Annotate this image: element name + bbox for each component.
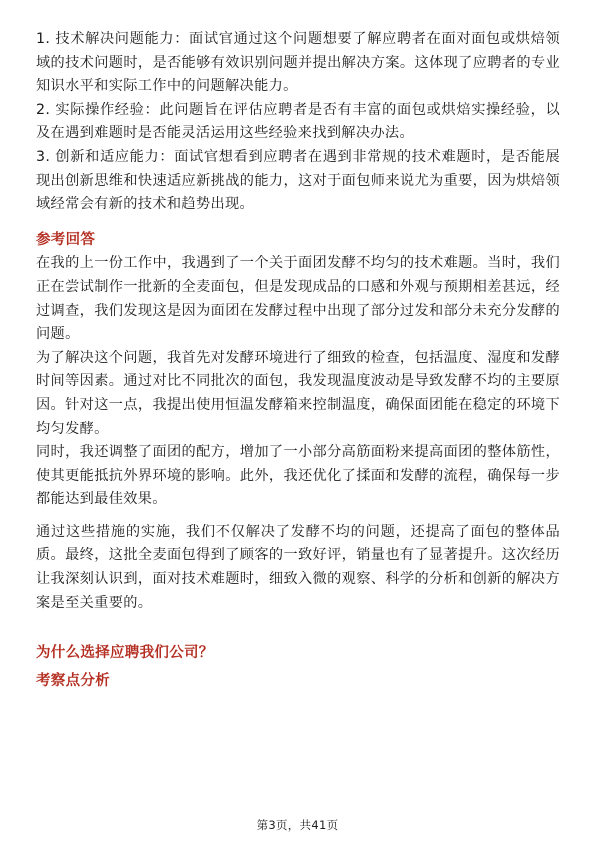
- page-number: 第3页，共41页: [256, 818, 339, 832]
- question-title: 为什么选择应聘我们公司？: [36, 645, 214, 662]
- answer-paragraph-1: 在我的上一份工作中，我遇到了一个关于面团发酵不均匀的技术难题。当时，我们正在尝试制作一批新的全麦面包，但是发现成品的口感和外观与预期相差甚远，经过调查，我们发现这是因为面团在发酵过程中出现了部分过发和部分未充分发酵的问题。: [36, 255, 560, 343]
- assessment-point-2: 2. 实际操作经验：此问题旨在评估应聘者是否有丰富的面包或烘焙实操经验，以及在遇到难题时是否能灵活运用这些经验来找到解决办法。: [36, 101, 560, 142]
- reference-answer-heading: 参考回答: [36, 231, 96, 248]
- page-content: [36, 28, 560, 693]
- answer-paragraph-2: 为了解决这个问题，我首先对发酵环境进行了细致的检查，包括温度、湿度和发酵时间等因素。通过对比不同批次的面包，我发现温度波动是导致发酵不均的主要原因。针对这一点，我提出使用恒温发酵箱来控制温度，确保面团能在稳定的环境下均匀发酵。: [36, 349, 560, 437]
- assessment-point-1: 1. 技术解决问题能力：面试官通过这个问题想要了解应聘者在面对面包或烘焙领域的技术问题时，是否能够有效识别问题并提出解决方案。这体现了应聘者的专业知识水平和实际工作中的问题解决能力。: [36, 31, 560, 95]
- answer-paragraph-3: 同时，我还调整了面团的配方，增加了一小部分高筋面粉来提高面团的整体筋性，使其更能抵抗外界环境的影响。此外，我还优化了揉面和发酵的流程，确保每一步都能达到最佳效果。: [36, 444, 560, 508]
- assessment-point-3: 3. 创新和适应能力：面试官想看到应聘者在遇到非常规的技术难题时，是否能展现出创新思维和快速适应新挑战的能力，这对于面包师来说尤为重要，因为烘焙领域经常会有新的技术和趋势出现。: [36, 148, 560, 213]
- answer-paragraph-4: 通过这些措施的实施，我们不仅解决了发酵不均的问题，还提高了面包的整体品质。最终，这批全麦面包得到了顾客的一致好评，销量也有了显著提升。这次经历让我深刻认识到，面对技术难题时，细致入微的观察、科学的分析和创新的解决方案是至关重要的。: [36, 523, 560, 611]
- analysis-heading: 考察点分析: [36, 672, 110, 689]
- assessment-points-list: [36, 28, 560, 217]
